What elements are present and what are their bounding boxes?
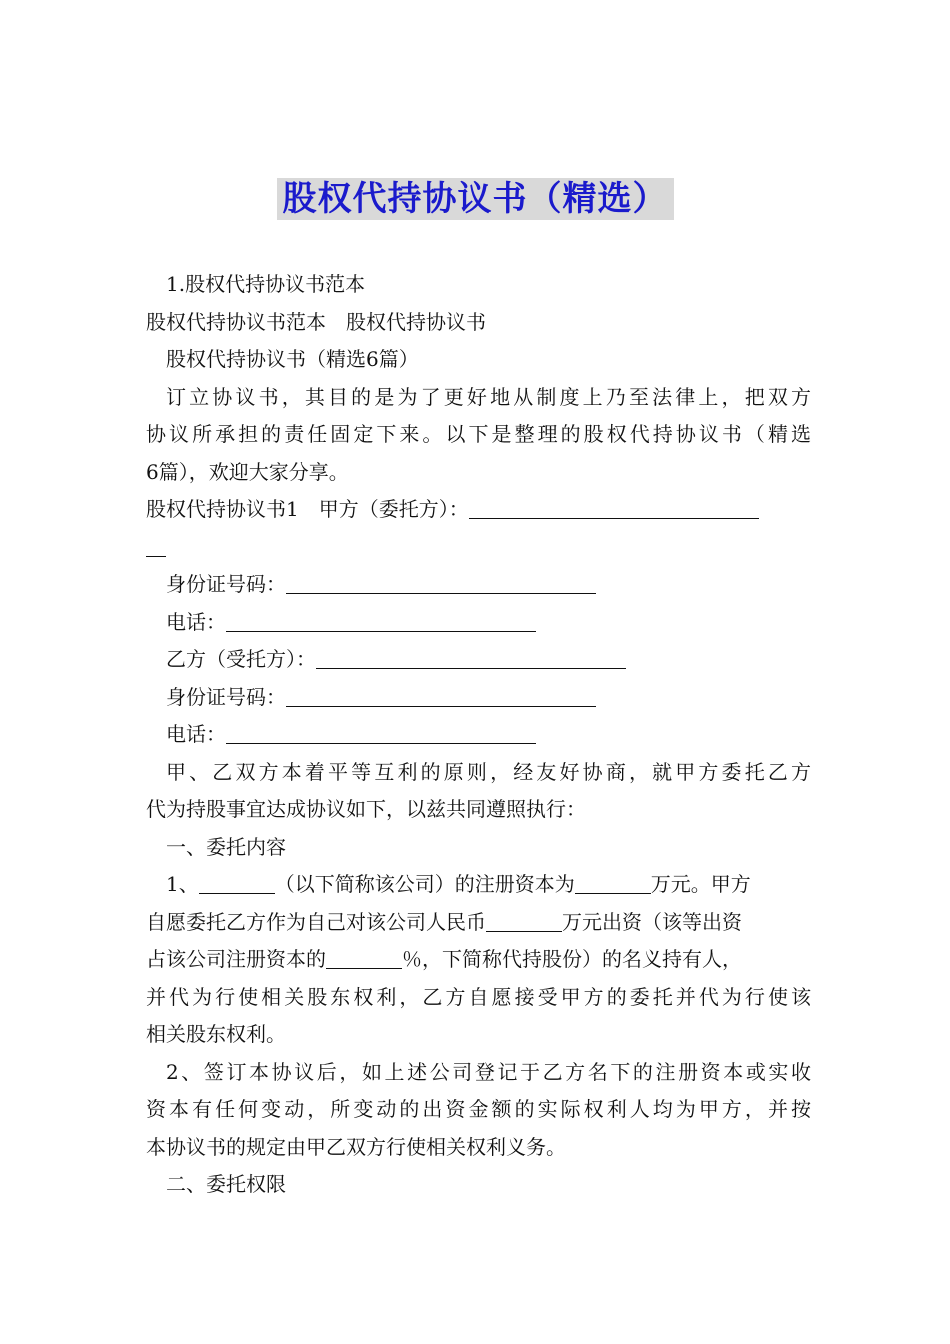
title-block [0,178,950,220]
party-b-blank [316,641,626,669]
id-line-a [146,566,811,604]
party-a-blank-continued [146,529,811,567]
clause-1-line-4: 并代为行使相关股东权利，乙方自愿接受甲方的委托并代为行使该 [146,984,811,1009]
clause-1-text-d: 万元出资（该等出资 [562,909,742,934]
party-a-line [146,491,811,529]
section-2-heading: 二、委托权限 [166,1172,286,1196]
principle-line-1: 甲、乙双方本着平等互利的原则，经友好协商，就甲方委托乙方 [166,759,811,784]
clause-1-line-5: 相关股东权利。 [146,1022,286,1046]
phone-line-a [146,604,811,642]
document-title: 股权代持协议书（精选） [277,178,674,220]
id-label-a: 身份证号码： [166,572,286,596]
intro-line-1: 订立协议书，其目的是为了更好地从制度上乃至法律上，把双方 [166,384,811,409]
clause-2-line-2: 资本有任何变动，所变动的出资金额的实际权利人均为甲方，并按 [146,1097,811,1121]
phone-blank-b [226,716,536,744]
clause-1-text-e: 占该公司注册资本的 [146,947,326,971]
principle-line-2: 代为持股事宜达成协议如下，以兹共同遵照执行： [146,797,586,821]
party-a-label: 股权代持协议书1 甲方（委托方）： [146,497,469,521]
clause-1-line-3 [146,941,811,979]
section-1-heading: 一、委托内容 [166,834,286,859]
clause-1-line-2 [146,904,811,942]
investment-amount-blank [486,904,562,932]
clause-2-line-1: 2、签订本协议后，如上述公司登记于乙方名下的注册资本或实收 [166,1059,811,1084]
clause-1-text-b: 万元。甲方 [650,872,751,896]
clause-1-text-c: 自愿委托乙方作为自己对该公司人民币 [146,909,486,934]
clause-1-text-a: （以下简称该公司）的注册资本为 [274,872,575,896]
subtitle-line-2: 股权代持协议书（精选6篇） [166,347,419,371]
party-b-label: 乙方（受托方）： [166,647,316,671]
id-blank-b [286,679,596,707]
id-blank-a [286,566,596,594]
phone-line-b [146,716,811,754]
phone-blank-a [226,604,536,632]
phone-label-a: 电话： [166,609,226,634]
clause-1-line-1 [146,866,811,904]
id-label-b: 身份证号码： [166,684,286,709]
registered-capital-blank [575,866,651,894]
company-name-blank [199,866,275,894]
party-a-blank-tail [146,529,166,557]
percentage-blank [326,941,402,969]
clause-2-line-3: 本协议书的规定由甲乙双方行使相关权利义务。 [146,1134,566,1159]
clause-1-number: 1、 [166,872,199,896]
heading-1: 1.股权代持协议书范本 [166,272,366,296]
intro-line-3: 6篇），欢迎大家分享。 [146,459,349,484]
subtitle-line: 股权代持协议书范本 股权代持协议书 [146,309,486,334]
clause-1-text-f: ％，下简称代持股份）的名义持有人， [402,947,742,971]
intro-line-2: 协议所承担的责任固定下来。以下是整理的股权代持协议书（精选 [146,422,811,446]
party-a-blank [469,491,759,519]
party-b-line [146,641,811,679]
document-body [146,266,811,1204]
phone-label-b: 电话： [166,722,226,746]
id-line-b [146,679,811,717]
